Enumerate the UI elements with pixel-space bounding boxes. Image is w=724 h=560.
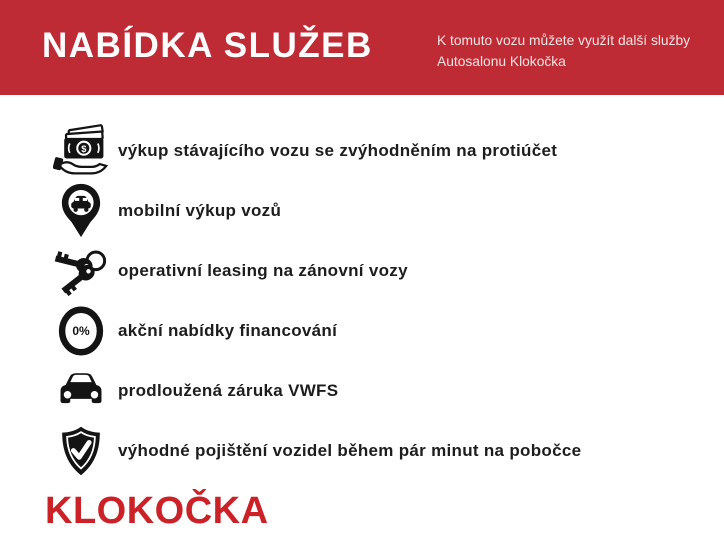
zero-percent-icon xyxy=(52,302,110,360)
list-item xyxy=(52,421,692,481)
list-item xyxy=(52,121,692,181)
svg-text:0%: 0% xyxy=(72,324,90,339)
svg-text:$: $ xyxy=(81,143,87,154)
header-subtitle-line2: Autosalonu Klokočka xyxy=(437,54,566,69)
service-label: mobilní výkup vozů xyxy=(118,201,282,220)
page-title: NABÍDKA SLUŽEB xyxy=(42,26,373,65)
klokocka-logo: KLOKOČKA xyxy=(45,490,269,532)
service-label: operativní leasing na zánovní vozy xyxy=(118,261,408,280)
list-item xyxy=(52,241,692,301)
header-band xyxy=(0,0,724,95)
services-list xyxy=(52,121,692,481)
service-label: akční nabídky financování xyxy=(118,321,338,340)
cash-in-hand-icon xyxy=(52,122,110,180)
map-pin-car-icon xyxy=(52,182,110,240)
car-keys-icon xyxy=(52,242,110,300)
list-item xyxy=(52,181,692,241)
service-label: výkup stávajícího vozu se zvýhodněním na protiúčet xyxy=(118,141,558,160)
service-label: výhodné pojištění vozidel během pár minut na pobočce xyxy=(118,441,582,460)
service-label: prodloužená záruka VWFS xyxy=(118,381,339,400)
car-front-icon xyxy=(52,362,110,420)
shield-check-icon xyxy=(52,422,110,480)
header-subtitle xyxy=(437,30,690,72)
list-item xyxy=(52,361,692,421)
header-subtitle-line1: K tomuto vozu můžete využít další služby xyxy=(437,33,691,48)
list-item xyxy=(52,301,692,361)
